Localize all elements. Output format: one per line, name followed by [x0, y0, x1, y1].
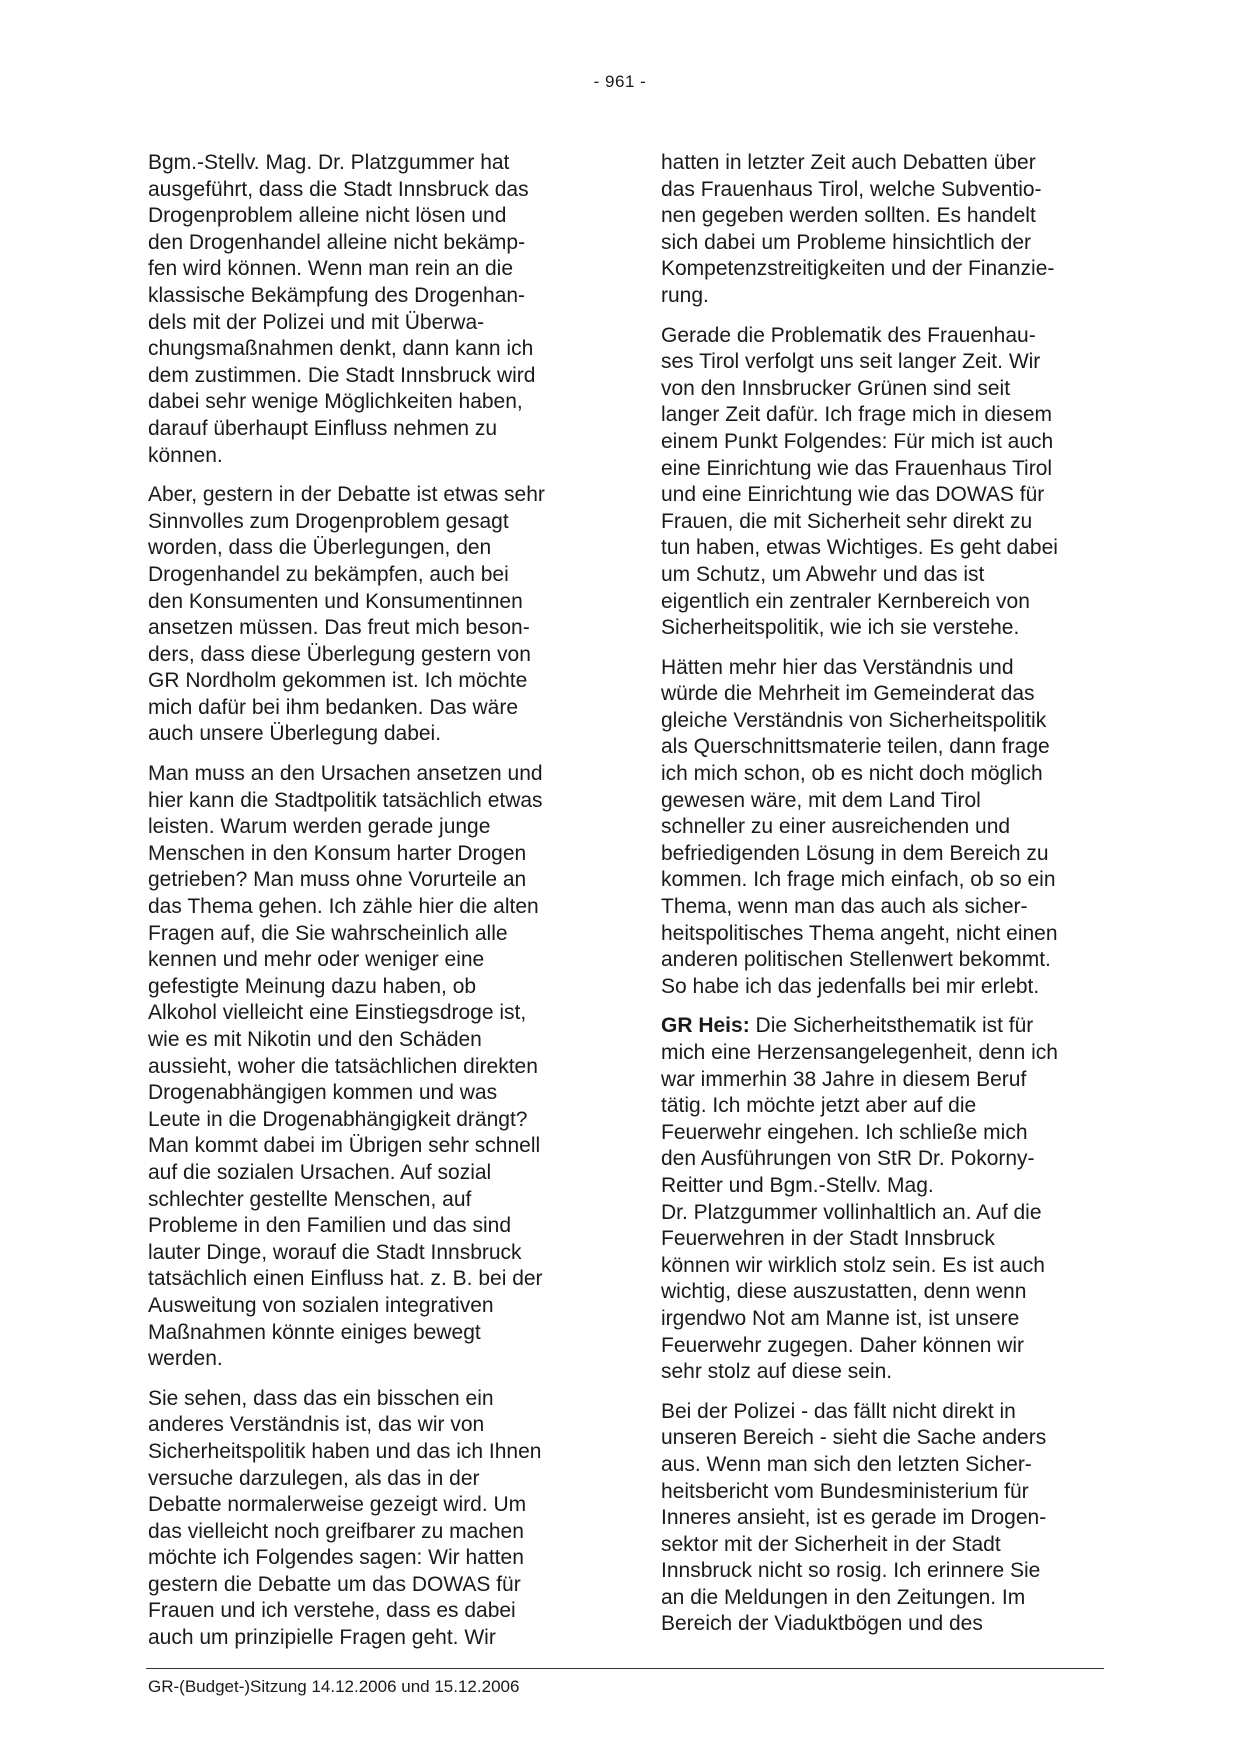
- footer-divider: [146, 1668, 1104, 1669]
- left-column: [148, 150, 592, 1665]
- paragraph: hatten in letzter Zeit auch Debatten über das Frauenhaus Tirol, welche Subventio- nen gegeben werden sollten. Es handelt sich dabei um Probleme hinsichtlich der Kompetenzstreitigkeiten und der Finanzie- rung.: [661, 151, 1055, 307]
- page-number: - 961 -: [593, 72, 647, 91]
- paragraph: Gerade die Problematik des Frauenhau- ses Tirol verfolgt uns seit langer Zeit. Wir von den Innsbrucker Grünen sind seit langer Zeit dafür. Ich frage mich in diesem einem Punkt Folgendes: Für mich ist auch eine Einrichtung wie das Frauenhaus Tirol und eine Einrichtung wie das DOWAS für Frauen, die mit Sicherheit sehr direkt zu tun haben, etwas Wichtiges. Es geht dabei um Schutz, um Abwehr und das ist eigentlich ein zentraler Kernbereich von Sicherheitspolitik, wie ich sie verstehe.: [661, 323, 1058, 640]
- paragraph: Hätten mehr hier das Verständnis und würde die Mehrheit im Gemeinderat das gleiche Verständnis von Sicherheitspolitik als Querschnittsmaterie teilen, dann frage ich mich schon, ob es nicht doch möglich gewesen wäre, mit dem Land Tirol schneller zu einer ausreichenden und befriedigenden Lösung in dem Bereich zu kommen. Ich frage mich einfach, ob so ein Thema, wenn man das auch als sicher- heitspolitisches Thema angeht, nicht einen anderen politischen Stellenwert bekommt. So habe ich das jedenfalls bei mir erlebt.: [661, 655, 1058, 998]
- footer-session-info: GR-(Budget-)Sitzung 14.12.2006 und 15.12.2006: [148, 1677, 520, 1696]
- speaker-name: GR Heis:: [661, 1014, 750, 1038]
- paragraph: Bei der Polizei - das fällt nicht direkt in unseren Bereich - sieht die Sache anders aus. Wenn man sich den letzten Sicher- heitsbericht vom Bundesministerium für Inneres ansieht, ist es gerade im Drogen- sektor mit der Sicherheit in der Stadt Innsbruck nicht so rosig. Ich erinnere Sie an die Meldungen in den Zeitungen. Im Bereich der Viaduktbögen und des: [661, 1399, 1047, 1636]
- right-column: [661, 150, 1105, 1651]
- speaker-text: Die Sicherheitsthematik ist für mich eine Herzensangelegenheit, denn ich war immerhin 38 Jahre in diesem Beruf tätig. Ich möchte jetzt aber auf die Feuerwehr eingehen. Ich schließe mich den Ausführungen von StR Dr. Pokorny- Reitter und Bgm.-Stellv. Mag. Dr. Platzgummer vollinhaltlich an. Auf die Feuerwehren in der Stadt Innsbruck können wir wirklich stolz sein. Es ist auch wichtig, diese auszustatten, denn wenn irgendwo Not am Manne ist, ist unsere Feuerwehr zugegen. Daher können wir sehr stolz auf diese sein.: [661, 1014, 1058, 1384]
- paragraph: Sie sehen, dass das ein bisschen ein anderes Verständnis ist, das wir von Sicherheitspolitik haben und das ich Ihnen versuche darzulegen, als das in der Debatte normalerweise gezeigt wird. Um das vielleicht noch greifbarer zu machen möchte ich Folgendes sagen: Wir hatten gestern die Debatte um das DOWAS für Frauen und ich verstehe, dass es dabei auch um prinzipielle Fragen geht. Wir: [148, 1386, 542, 1650]
- speaker-paragraph: [661, 1013, 1105, 1385]
- paragraph: Aber, gestern in der Debatte ist etwas sehr Sinnvolles zum Drogenproblem gesagt worden, dass die Überlegungen, den Drogenhandel zu bekämpfen, auch bei den Konsumenten und Konsumentinnen ansetzen müssen. Das freut mich beson- ders, dass diese Überlegung gestern von GR Nordholm gekommen ist. Ich möchte mich dafür bei ihm bedanken. Das wäre auch unsere Überlegung dabei.: [148, 483, 545, 746]
- paragraph: Bgm.-Stellv. Mag. Dr. Platzgummer hat ausgeführt, dass die Stadt Innsbruck das Drogenproblem alleine nicht lösen und den Drogenhandel alleine nicht bekämp- fen wird können. Wenn man rein an die klassische Bekämpfung des Drogenhan- dels mit der Polizei und mit Überwa- chungsmaßnahmen denkt, dann kann ich dem zustimmen. Die Stadt Innsbruck wird dabei sehr wenige Möglichkeiten haben, darauf überhaupt Einfluss nehmen zu können.: [148, 151, 536, 467]
- paragraph: Man muss an den Ursachen ansetzen und hier kann die Stadtpolitik tatsächlich etwas leisten. Warum werden gerade junge Menschen in den Konsum harter Drogen getrieben? Man muss ohne Vorurteile an das Thema gehen. Ich zähle hier die alten Fragen auf, die Sie wahrscheinlich alle kennen und mehr oder weniger eine gefestigte Meinung dazu haben, ob Alkohol vielleicht eine Einstiegsdroge ist, wie es mit Nikotin und den Schäden aussieht, woher die tatsächlichen direkten Drogenabhängigen kommen und was Leute in die Drogenabhängigkeit drängt? Man kommt dabei im Übrigen sehr schnell auf die sozialen Ursachen. Auf sozial schlechter gestellte Menschen, auf Probleme in den Familien und das sind lauter Dinge, worauf die Stadt Innsbruck tatsächlich einen Einfluss hat. z. B. bei der Ausweitung von sozialen integrativen Maßnahmen könnte einiges bewegt werden.: [148, 762, 543, 1371]
